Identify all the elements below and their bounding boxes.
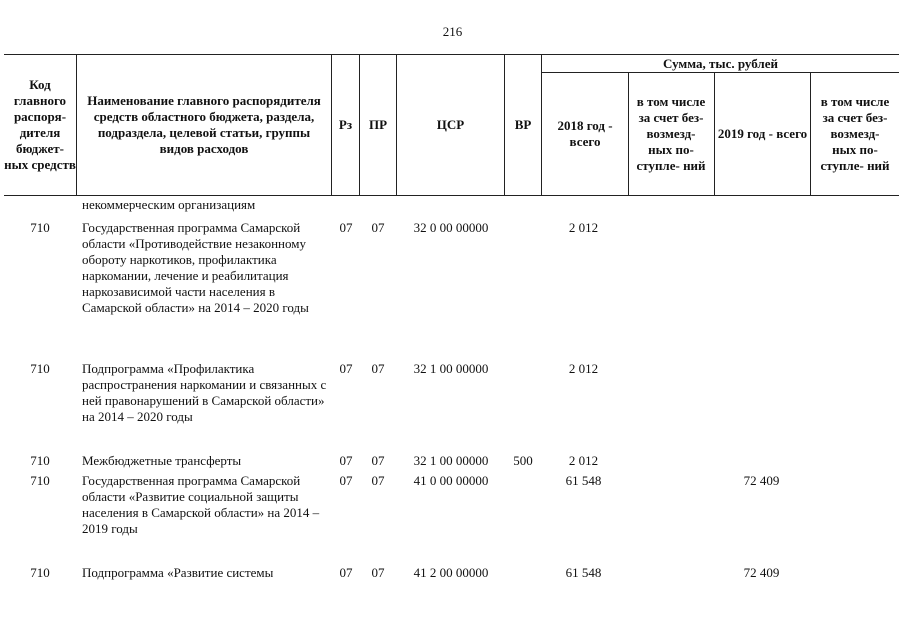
header-csr: ЦСР — [436, 117, 465, 132]
cell-name: Подпрограмма «Профилактика распространения наркомании и связанных с ней правонарушений в Самарской области» на 2014 – 2020 годы — [82, 361, 327, 424]
cell-sum-2019: 72 409 — [743, 565, 780, 580]
header-rz: Рз — [338, 117, 353, 132]
cell-code: 710 — [30, 220, 50, 235]
cell-csr: 32 1 00 00000 — [413, 361, 489, 376]
cell-csr: 32 0 00 00000 — [413, 220, 489, 235]
cell-sum-2018: 61 548 — [565, 473, 602, 488]
cell-name: Межбюджетные трансферты — [82, 453, 242, 468]
cell-rz: 07 — [339, 453, 353, 468]
header-vr: ВР — [514, 117, 532, 132]
header-code: Код главного распоря- дителя бюджет- ных средств — [4, 77, 76, 172]
header-pr: ПР — [368, 117, 388, 132]
header-name: Наименование главного распорядителя средств областного бюджета, раздела, подраздела, целевой статьи, группы видов расходов — [87, 93, 321, 156]
cell-code: 710 — [30, 473, 50, 488]
cell-name: Подпрограмма «Развитие системы — [82, 565, 274, 580]
continuation-text: некоммерческим организациям — [82, 197, 256, 212]
cell-sum-2018: 2 012 — [568, 220, 599, 235]
cell-name: Государственная программа Самарской области «Противодействие незаконному обороту наркотиков, профилактика наркомании, лечение и реабилитация наркозависимой части населения в Самарской области» на 2014 – 2020 годы — [82, 220, 309, 315]
header-2018-grants: в том числе за счет без- возмезд- ных по- ступле- ний — [636, 94, 706, 173]
page-number: 216 — [442, 24, 463, 39]
cell-sum-2018: 2 012 — [568, 453, 599, 468]
header-2019-total: 2019 год - всего — [717, 126, 808, 141]
cell-csr: 32 1 00 00000 — [413, 453, 489, 468]
header-2018-total: 2018 год - всего — [557, 118, 613, 149]
cell-rz: 07 — [339, 473, 353, 488]
col-divider — [628, 73, 629, 195]
cell-csr: 41 2 00 00000 — [413, 565, 489, 580]
cell-pr: 07 — [371, 473, 385, 488]
cell-code: 710 — [30, 361, 50, 376]
cell-sum-2018: 2 012 — [568, 361, 599, 376]
cell-sum-2019: 72 409 — [743, 473, 780, 488]
cell-vr: 500 — [513, 453, 533, 468]
cell-csr: 41 0 00 00000 — [413, 473, 489, 488]
cell-name: Государственная программа Самарской области «Развитие социальной защиты населения в Самарской области» на 2014 – 2019 годы — [82, 473, 320, 536]
header-2019-grants: в том числе за счет без- возмезд- ных по- ступле- ний — [820, 94, 890, 173]
cell-rz: 07 — [339, 220, 353, 235]
cell-pr: 07 — [371, 361, 385, 376]
cell-code: 710 — [30, 453, 50, 468]
cell-code: 710 — [30, 565, 50, 580]
cell-rz: 07 — [339, 565, 353, 580]
cell-sum-2018: 61 548 — [565, 565, 602, 580]
cell-pr: 07 — [371, 565, 385, 580]
table-header — [4, 54, 899, 196]
cell-pr: 07 — [371, 220, 385, 235]
cell-pr: 07 — [371, 453, 385, 468]
col-divider — [76, 55, 77, 195]
cell-rz: 07 — [339, 361, 353, 376]
col-divider — [810, 73, 811, 195]
header-sum-group: Сумма, тыс. рублей — [663, 55, 778, 71]
